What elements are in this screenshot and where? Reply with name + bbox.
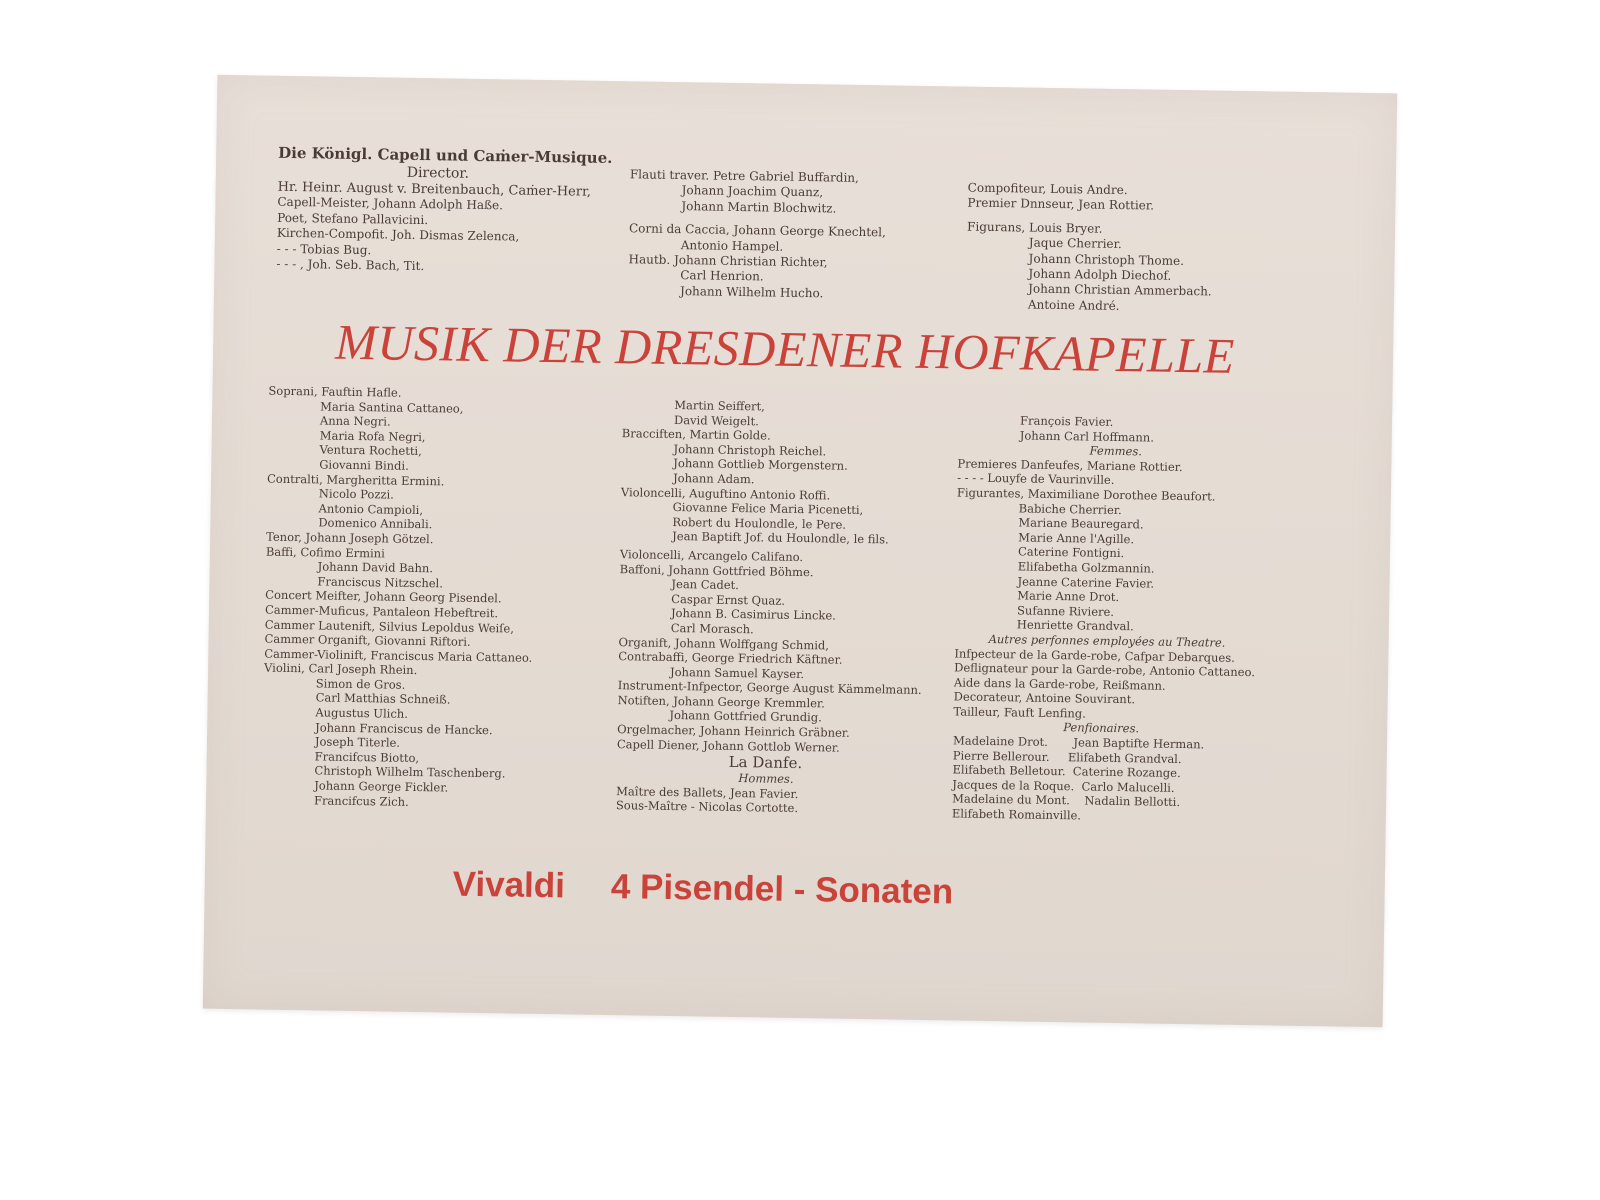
text-line: Jaque Cherrier.	[1028, 235, 1122, 252]
text-line: Madelaine Drot. Jean Baptifte Herman.	[952, 733, 1205, 752]
text-line: Jacques de la Roque. Carlo Malucelli.	[952, 777, 1175, 795]
text-line: Carl Matthias Schneiß.	[315, 690, 451, 707]
text-line: Jean Baptift Jof. du Houlondle, le fils.	[672, 529, 889, 547]
text-line: Johann Gottfried Grundig.	[669, 708, 822, 725]
text-line: Franciscus Nitzschel.	[317, 574, 444, 591]
text-line: Maria Santina Cattaneo,	[320, 399, 464, 416]
text-line: Joseph Titerle.	[314, 734, 401, 750]
text-line: Francifcus Zich.	[313, 793, 409, 809]
text-line: Simon de Gros.	[315, 676, 406, 692]
text-line: Elifabeth Belletour. Caterine Rozange.	[952, 762, 1181, 781]
top-left-column	[276, 144, 612, 278]
text-line: Tenor, Johann Joseph Götzel.	[266, 529, 434, 547]
text-line: Johann Samuel Kayser.	[669, 664, 805, 681]
text-line: Johann B. Casimirus Lincke.	[670, 606, 837, 623]
text-line: Aide dans la Garde-robe, Reißmann.	[953, 675, 1166, 693]
text-line: Die Königl. Capell und Caṁer-Musique.	[278, 143, 613, 168]
text-line: David Weigelt.	[673, 412, 759, 428]
text-line: Deflignateur pour la Garde-robe, Antonio Cattaneo.	[954, 660, 1256, 680]
text-line: Pierre Bellerour. Elifabeth Grandval.	[952, 748, 1182, 766]
text-line: Babiche Cherrier.	[1018, 500, 1122, 517]
text-line: Mariane Beauregard.	[1018, 515, 1144, 532]
text-line: Figurans, Louis Bryer.	[967, 219, 1103, 236]
top-middle-column	[628, 167, 887, 302]
text-line: Madelaine du Mont. Nadalin Bellotti.	[952, 791, 1181, 810]
text-line: Capell-Meister, Johann Adolph Haße.	[277, 195, 504, 213]
text-line: Corni da Caccia, Johann George Knechtel,	[628, 221, 886, 240]
text-line: Orgelmacher, Johann Heinrich Gräbner.	[617, 722, 850, 740]
text-line: Giovanni Bindi.	[319, 457, 409, 473]
text-line: Carl Henrion.	[680, 268, 764, 284]
text-line: Violoncelli, Auguftino Antonio Roffi.	[620, 484, 831, 503]
text-line: Hr. Heinr. August v. Breitenbauch, Caṁer-Herr,	[277, 179, 592, 200]
text-line: Decorateur, Antoine Souvirant.	[953, 689, 1136, 707]
text-line: Marie Anne l'Agille.	[1018, 530, 1135, 546]
body-middle-column	[616, 397, 926, 818]
poster-sheet	[203, 75, 1398, 1027]
text-line: Marie Anne Drot.	[1017, 588, 1120, 605]
text-line: Premier Dnnseur, Jean Rottier.	[967, 195, 1155, 213]
text-line: Giovanne Felice Maria Picenetti,	[672, 500, 864, 518]
text-line: Instrument-Infpector, George August Kämmelmann.	[617, 678, 922, 698]
poster-subtitle	[452, 865, 953, 913]
text-line: Violini, Carl Joseph Rhein.	[263, 660, 418, 678]
text-line: Poet, Stefano Pallavicini.	[277, 210, 429, 227]
text-line: Johann Wilhelm Hucho.	[679, 283, 824, 301]
text-line: Cammer Lautenift, Silvius Lepoldus Weiſe,	[264, 617, 515, 636]
text-line: Violoncelli, Arcangelo Califano.	[619, 547, 804, 564]
work-title: 4 Pisendel - Sonaten	[610, 867, 954, 912]
text-line: Baffoni, Johann Gottfried Böhme.	[619, 561, 814, 579]
text-line: Johann Christoph Reichel.	[673, 441, 827, 459]
text-line: Nicolo Pozzi.	[318, 486, 394, 502]
text-line: Figurantes, Maximiliane Dorothee Beaufort.	[956, 485, 1216, 504]
text-line: Johann Adolph Diechof.	[1028, 266, 1172, 283]
section-subheading: Penfionaires.	[1063, 720, 1140, 736]
text-line: Compofiteur, Louis Andre.	[967, 180, 1128, 198]
text-line: Maître des Ballets, Jean Favier.	[616, 783, 799, 801]
text-line: Henriette Grandval.	[1016, 617, 1134, 634]
text-line: Johann Christian Ammerbach.	[1028, 281, 1212, 299]
text-line: - - - Tobias Bug.	[276, 241, 372, 257]
section-subheading: Autres perfonnes employées au Theatre.	[988, 631, 1226, 650]
text-line: Robert du Houlondle, le Pere.	[672, 514, 847, 532]
text-line: Contrabaffi, George Friedrich Käftner.	[618, 649, 843, 667]
text-line: Contralti, Margheritta Ermini.	[266, 471, 445, 488]
text-line: Elifabeth Romainville.	[951, 806, 1082, 823]
text-line: Baffi, Cofimo Ermini	[265, 544, 385, 561]
text-line: Sous-Maître - Nicolas Cortotte.	[615, 798, 799, 816]
text-line: Director.	[406, 164, 470, 182]
text-line: Notiften, Johann George Kremmler.	[617, 693, 825, 711]
text-line: Flauti traver. Petre Gabriel Buffardin,	[629, 167, 860, 185]
text-line: Soprani, Fauftin Hafle.	[268, 383, 402, 400]
text-line: Martin Seiffert,	[674, 398, 765, 414]
text-line: Hautb. Johann Christian Richter,	[628, 252, 828, 270]
text-line: - - - - Louyfe de Vaurinville.	[957, 470, 1115, 488]
text-line: Antonio Hampel.	[680, 237, 784, 254]
text-line: Jean Cadet.	[671, 577, 740, 593]
text-line: Maria Rofa Negri,	[319, 428, 426, 444]
text-line: - - - , Joh. Seb. Bach, Tit.	[276, 256, 425, 274]
text-line: Organift, Johann Wolffgang Schmid,	[618, 634, 830, 652]
text-line: Johann Christoph Thome.	[1028, 251, 1185, 268]
top-right-column	[966, 181, 1214, 316]
text-line: Domenico Annibali.	[318, 515, 433, 532]
section-heading: La Danfe.	[728, 753, 803, 773]
text-line: Johann David Bahn.	[317, 559, 434, 576]
text-line: Antoine André.	[1027, 297, 1120, 313]
text-line: Caterine Fontigni.	[1017, 544, 1125, 561]
text-line: Premieres Danfeufes, Mariane Rottier.	[957, 456, 1183, 474]
body-right-column	[952, 412, 1259, 825]
body-left-column	[262, 384, 537, 811]
text-line: Cammer-Muficus, Pantaleon Hebeftreit.	[264, 602, 499, 621]
text-line: Cammer-Violinift, Franciscus Maria Cattaneo.	[264, 646, 533, 665]
text-line: Jeanne Caterine Favier.	[1017, 573, 1155, 591]
text-line: François Favier.	[1019, 413, 1114, 429]
text-line: Infpecteur de la Garde-robe, Cafpar Debarques.	[954, 645, 1235, 665]
text-line: Johann Gottlieb Morgenstern.	[673, 456, 848, 474]
text-line: Augustus Ulich.	[315, 705, 409, 721]
text-line: Concert Meifter, Johann Georg Pisendel.	[265, 587, 502, 606]
text-line: Christoph Wilhelm Taschenberg.	[314, 763, 506, 781]
text-line: Ventura Rochetti,	[319, 442, 422, 459]
text-line: Johann Adam.	[673, 470, 755, 487]
text-line: Johann Martin Blochwitz.	[681, 198, 837, 216]
text-line: Antonio Campioli,	[318, 501, 424, 517]
text-line: Anna Negri.	[319, 413, 391, 429]
composer-name: Vivaldi	[452, 864, 566, 906]
text-line: Francifcus Biotto,	[314, 749, 420, 765]
text-line: Cammer Organift, Giovanni Riftori.	[264, 631, 471, 649]
text-line: Johann Carl Hoffmann.	[1019, 428, 1155, 445]
text-line: Tailleur, Fauft Lenfing.	[953, 704, 1086, 721]
text-line: Kirchen-Compofit. Joh. Dismas Zelenca,	[276, 225, 520, 244]
text-line: Johann Joachim Quanz,	[681, 183, 824, 200]
section-subheading: Femmes.	[1089, 443, 1143, 459]
text-line: Sufanne Riviere.	[1016, 603, 1115, 619]
text-line: Elifabetha Golzmannin.	[1017, 559, 1155, 576]
text-line: Carl Morasch.	[670, 620, 754, 637]
text-line: Caspar Ernst Quaz.	[671, 591, 786, 608]
section-subheading: Hommes.	[738, 771, 794, 787]
poster-title: MUSIK DER DRESDENER HOFKAPELLE	[334, 313, 1236, 384]
text-line: Johann George Fickler.	[314, 778, 449, 795]
text-line: Johann Franciscus de Hancke.	[315, 720, 493, 737]
text-line: Bracciften, Martin Golde.	[621, 426, 771, 443]
text-line: Capell Diener, Johann Gottlob Werner.	[616, 736, 840, 755]
